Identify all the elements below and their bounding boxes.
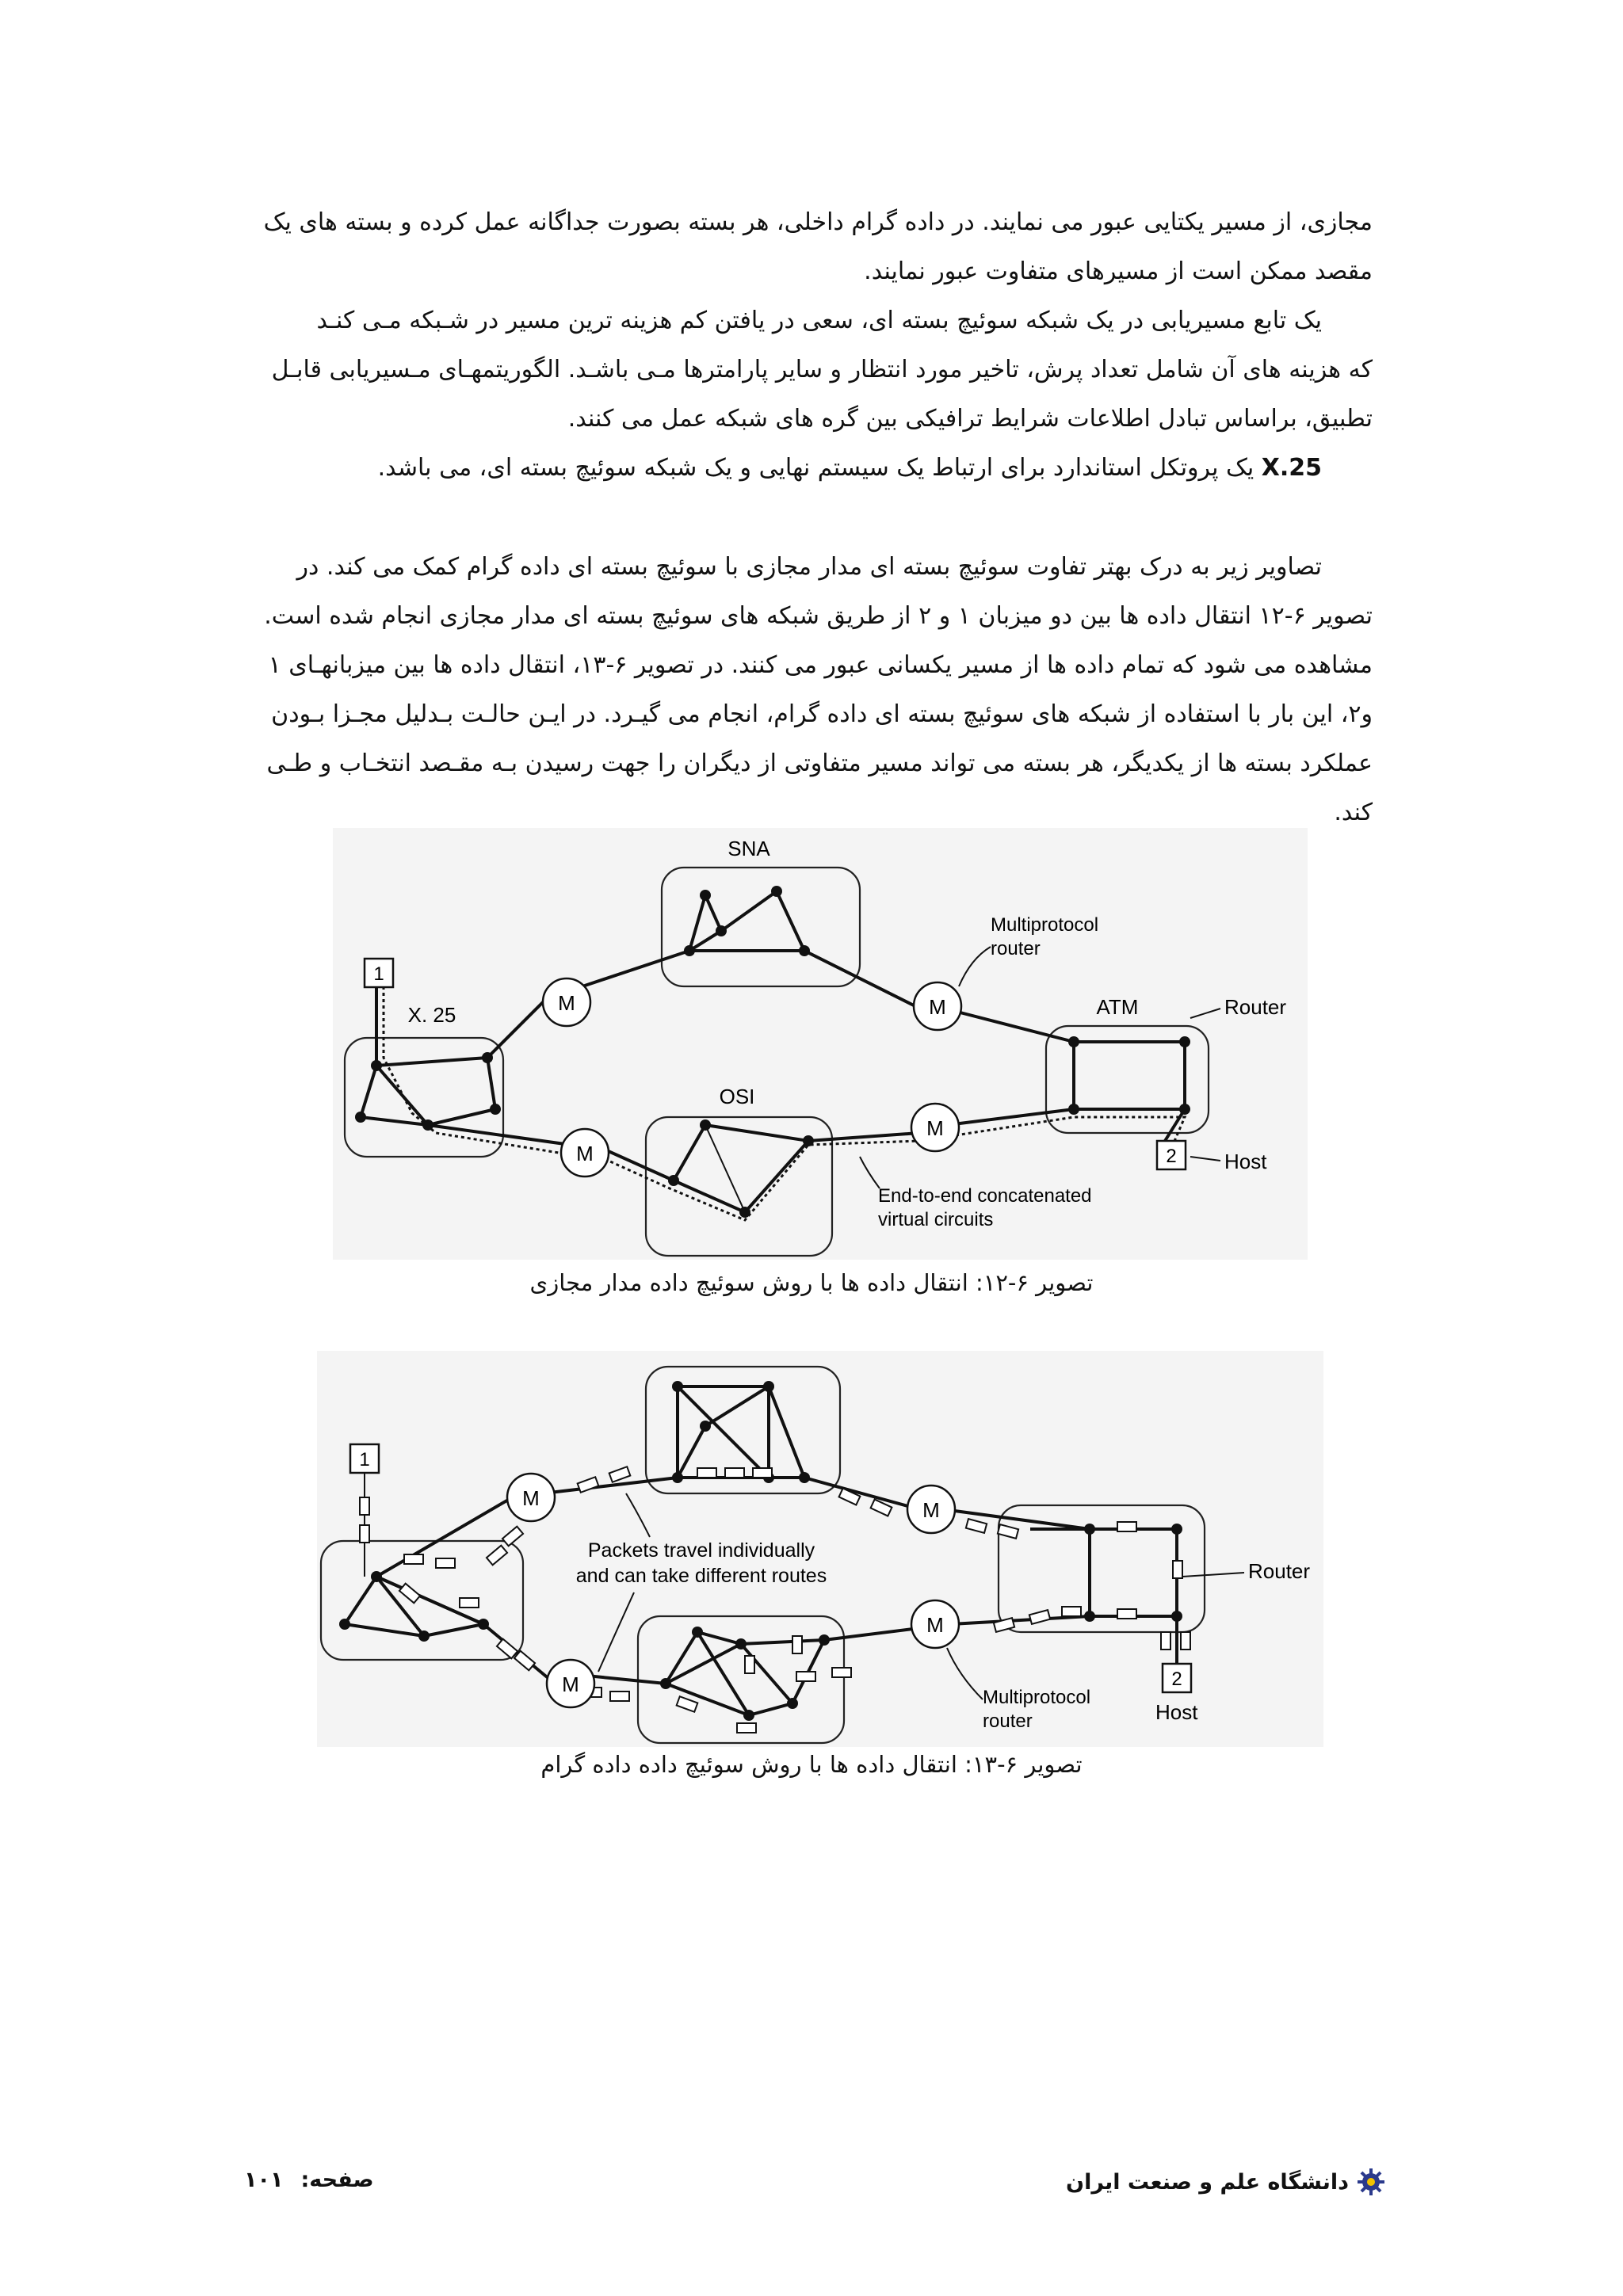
paragraph-2 [247, 296, 1373, 444]
host-label: Host [1224, 1150, 1267, 1173]
page-label: صفحه: [300, 2168, 374, 2192]
footer-page-number [244, 2168, 374, 2192]
text-line: تصویر ۶-۱۲ انتقال داده ها بین دو میزبان ۱ و ۲ از طریق شبکه های سوئیچ بسته ای مدار مجازی انجام شده است. [264, 602, 1373, 630]
paragraph-4 [247, 543, 1373, 837]
router-m-label: M [522, 1486, 540, 1510]
text-line [247, 444, 1373, 493]
text-line: مجازی، از مسیر یکتایی عبور می نمایند. در داده گرام داخلی، هر بسته بصورت جداگانه عمل کرده و بسته های یک [263, 208, 1373, 236]
multiprotocol-label: router [983, 1711, 1033, 1732]
router-label: Router [1248, 1559, 1311, 1583]
footer-university [1066, 2168, 1385, 2196]
figure-1-caption: تصویر ۶-۱۲: انتقال داده ها با روش سوئیچ داده مدار مجازی [529, 1269, 1094, 1296]
router-m-label: M [926, 1116, 944, 1140]
page-number: ۱۰۱ [244, 2168, 284, 2192]
multiprotocol-label: Multiprotocol [991, 914, 1099, 936]
router-label: Router [1224, 995, 1287, 1019]
router-m-label: M [576, 1142, 594, 1165]
text-span: یک پروتکل استاندارد برای ارتباط یک سیستم نهایی و یک شبکه سوئیچ بسته ای، می باشد. [377, 454, 1262, 482]
router-m-label: M [922, 1498, 940, 1522]
multiprotocol-label: router [991, 938, 1041, 959]
x25-term: X.25 [1261, 454, 1322, 482]
router-m-label: M [558, 991, 575, 1015]
text-line: مقصد ممکن است از مسیرهای متفاوت عبور نمایند. [864, 257, 1373, 285]
text-line: که هزینه های آن شامل تعداد پرش، تاخیر مورد انتظار و سایر پارامترها مـی باشـد. الگوریتمهـای مـسیریابی قابـل [271, 356, 1373, 383]
university-logo-icon [1357, 2168, 1385, 2196]
packets-label: Packets travel individually [587, 1539, 815, 1562]
multiprotocol-label: Multiprotocol [983, 1687, 1091, 1708]
host-2-label: 2 [1166, 1146, 1177, 1167]
figure-2-caption: تصویر ۶-۱۳: انتقال داده ها با روش سوئیچ داده داده گرام [540, 1751, 1083, 1778]
host-2-label: 2 [1171, 1669, 1182, 1690]
text-line: و۲، این بار با استفاده از شبکه های سوئیچ بسته ای داده گرام، انجام می گیـرد. در ایـن حالـت بـدلیل مجـزا بـودن [271, 700, 1373, 728]
router-m-label: M [926, 1613, 944, 1637]
host-1-label: 1 [359, 1449, 370, 1470]
paragraph-3 [247, 444, 1373, 493]
x25-label: X. 25 [407, 1003, 456, 1027]
router-m-label: M [562, 1672, 579, 1696]
text-line: عملکرد بسته ها از یکدیگر، هر بسته می تواند مسیر متفاوتی از دیگران را جهت رسیدن بـه مقـصد انتخـاب و طـی [266, 749, 1373, 777]
atm-label: ATM [1096, 995, 1139, 1019]
text-line: تطبیق، براساس تبادل اطلاعات شرایط ترافیکی بین گره های شبکه عمل می کنند. [567, 405, 1373, 433]
host-label: Host [1155, 1700, 1198, 1724]
figure-datagram-diagram [317, 1351, 1323, 1747]
university-name: دانشگاه علم و صنعت ایران [1066, 2169, 1349, 2195]
circuits-label: End-to-end concatenated [878, 1185, 1092, 1207]
osi-label: OSI [719, 1085, 755, 1108]
text-line: تصاویر زیر به درک بهتر تفاوت سوئیچ بسته ای مدار مجازی با سوئیچ بسته ای داده گرام کمک می کند. در [296, 553, 1322, 581]
packets-label: and can take different routes [575, 1565, 827, 1587]
paragraph-1 [247, 198, 1373, 296]
text-line: مشاهده می شود که تمام داده ها از مسیر یکسانی عبور می کنند. در تصویر ۶-۱۳، انتقال داده ها بین میزبانهـای ۱ [268, 651, 1373, 679]
figure-virtual-circuit-diagram [333, 828, 1308, 1260]
circuits-label: virtual circuits [878, 1209, 994, 1230]
sna-label: SNA [727, 837, 770, 860]
text-line: یک تابع مسیریابی در یک شبکه سوئیچ بسته ای، سعی در یافتن کم هزینه ترین مسیر در شـبکه مـی کنـد [316, 307, 1322, 334]
text-line: کند. [1334, 799, 1373, 826]
host-1-label: 1 [373, 963, 384, 985]
router-m-label: M [929, 995, 946, 1019]
